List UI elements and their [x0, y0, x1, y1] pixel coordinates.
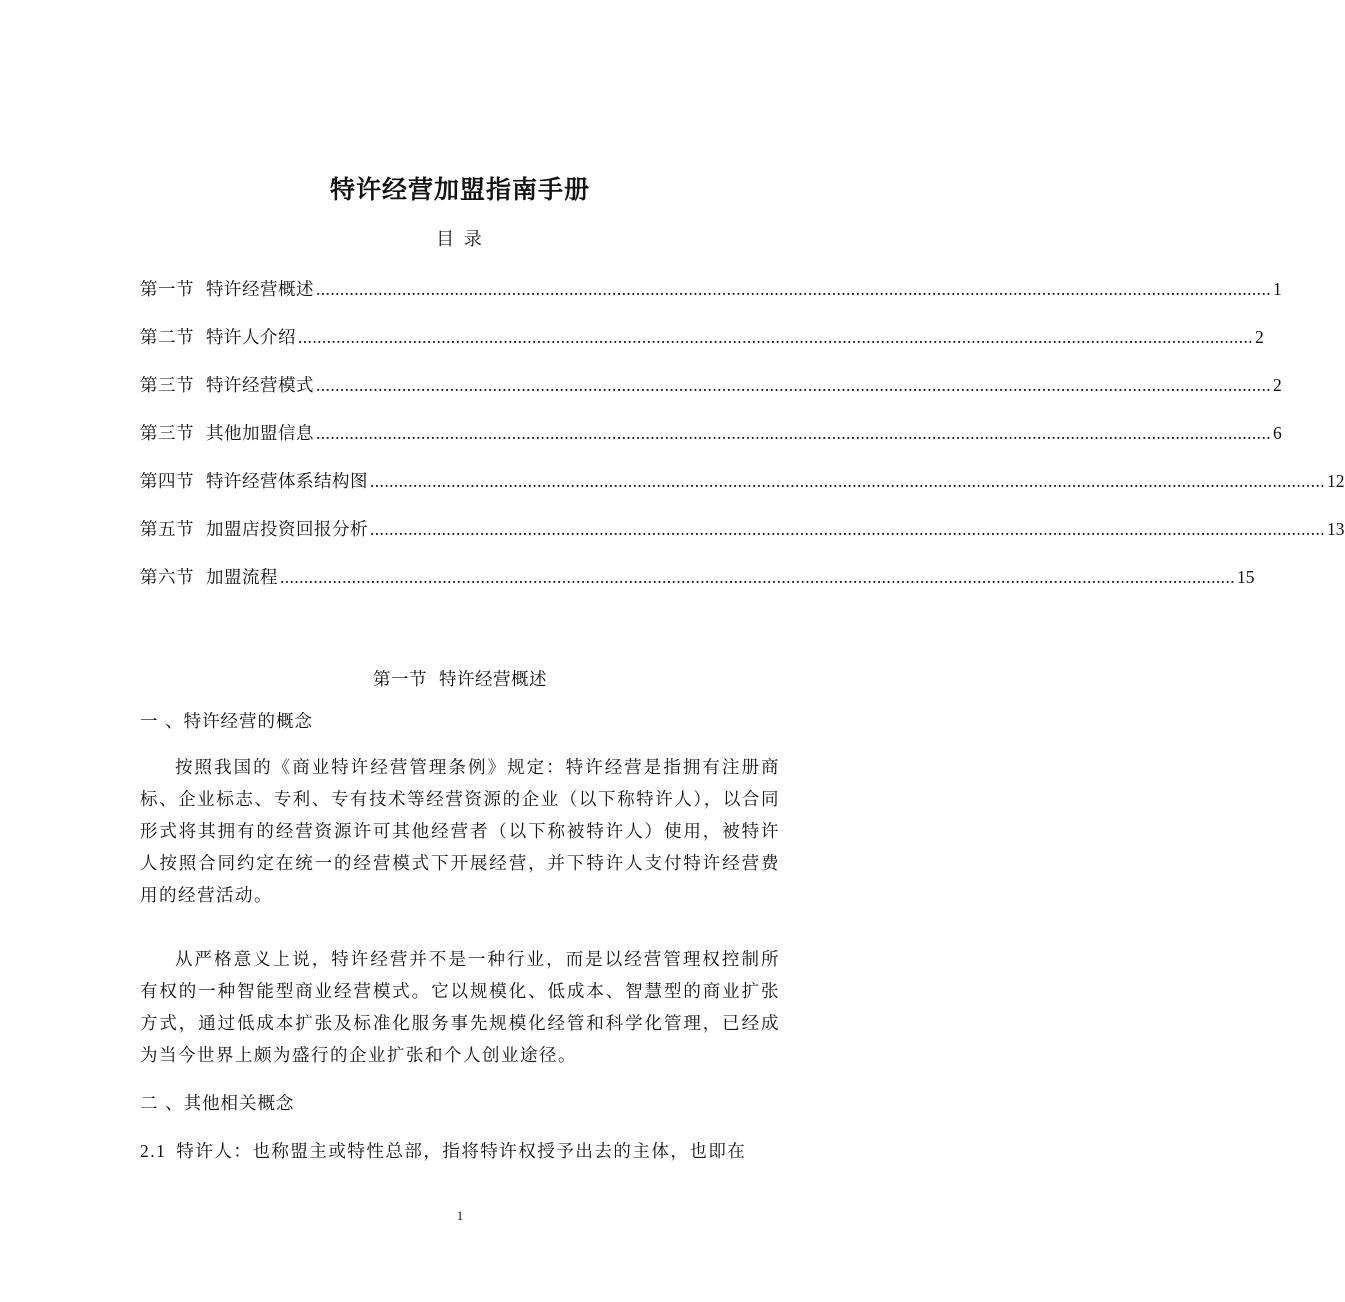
- definition-number: 2.1: [140, 1141, 167, 1161]
- definition-item: [140, 1138, 780, 1163]
- table-of-contents: [140, 276, 1345, 612]
- toc-entry-page: 13: [1327, 519, 1345, 539]
- subheading-concept: 一 、特许经营的概念: [140, 712, 314, 732]
- toc-entry-section: 第二节: [140, 328, 194, 348]
- toc-entry-label: [140, 276, 314, 301]
- paragraph-definition: 按照我国的《商业特许经营管理条例》规定：特许经营是指拥有注册商标、企业标志、专利、专有技术等经营资源的企业（以下称特许人），以合同形式将其拥有的经营资源许可其他经营者（以下称被特许人）使用，被特许人按照合同约定在统一的经营模式下开展经营，并下特许人支付特许经营费用的经营活动。: [140, 758, 780, 906]
- toc-entry-label: [140, 372, 314, 397]
- section-number: 第一节: [373, 670, 427, 690]
- toc-entry-label: [140, 564, 278, 589]
- toc-leader-dots: ........................................................................................................................................................................................................: [316, 423, 1271, 443]
- toc-entry-title: 特许人介绍: [206, 328, 296, 348]
- section-title: [0, 666, 920, 691]
- subheading-related-concepts: 二 、其他相关概念: [140, 1094, 295, 1114]
- toc-entry-label: [140, 516, 368, 541]
- toc-entry-label: [140, 468, 368, 493]
- toc-entry[interactable]: [140, 516, 1345, 564]
- toc-entry[interactable]: [140, 468, 1345, 516]
- page-number: 1: [456, 1208, 464, 1223]
- toc-entry[interactable]: [140, 372, 1282, 420]
- toc-entry[interactable]: [140, 324, 1264, 372]
- toc-entry-title: 其他加盟信息: [206, 424, 314, 444]
- toc-leader-dots: ........................................................................................................................................................................................................: [298, 327, 1253, 347]
- toc-entry-page: 6: [1273, 423, 1282, 443]
- toc-leader-dots: ........................................................................................................................................................................................................: [316, 279, 1271, 299]
- toc-entry-title: 加盟流程: [206, 568, 278, 588]
- toc-entry-section: 第四节: [140, 472, 194, 492]
- toc-leader-dots: ........................................................................................................................................................................................................: [370, 471, 1325, 491]
- toc-heading: 目 录: [436, 229, 484, 250]
- toc-entry-page: 1: [1273, 279, 1282, 299]
- toc-entry-title: 特许经营概述: [206, 280, 314, 300]
- toc-entry-page: 2: [1255, 327, 1264, 347]
- document-title: 特许经营加盟指南手册: [329, 175, 590, 204]
- section-label: 特许经营概述: [439, 670, 547, 690]
- toc-entry-label: [140, 420, 314, 445]
- toc-entry-section: 第六节: [140, 568, 194, 588]
- toc-entry[interactable]: [140, 420, 1282, 468]
- toc-entry-page: 15: [1237, 567, 1255, 587]
- toc-entry-section: 第五节: [140, 520, 194, 540]
- toc-entry-section: 第三节: [140, 424, 194, 444]
- toc-entry-section: 第三节: [140, 376, 194, 396]
- paragraph-significance: 从严格意义上说，特许经营并不是一种行业，而是以经营管理权控制所有权的一种智能型商业经营模式。它以规模化、低成本、智慧型的商业扩张方式，通过低成本扩张及标准化服务事先规模化经管和科学化管理，已经成为当今世界上颇为盛行的企业扩张和个人创业途径。: [140, 950, 780, 1066]
- toc-leader-dots: ........................................................................................................................................................................................................: [280, 567, 1235, 587]
- toc-entry-section: 第一节: [140, 280, 194, 300]
- toc-entry-title: 特许经营体系结构图: [206, 472, 368, 492]
- toc-entry[interactable]: [140, 276, 1282, 324]
- toc-leader-dots: ........................................................................................................................................................................................................: [316, 375, 1271, 395]
- toc-entry-title: 加盟店投资回报分析: [206, 520, 368, 540]
- toc-entry-page: 12: [1327, 471, 1345, 491]
- toc-entry-page: 2: [1273, 375, 1282, 395]
- definition-text: 特许人：也称盟主或特性总部，指将特许权授予出去的主体，也即在: [176, 1142, 747, 1162]
- toc-entry[interactable]: [140, 564, 1255, 612]
- toc-leader-dots: ........................................................................................................................................................................................................: [370, 519, 1325, 539]
- toc-entry-title: 特许经营模式: [206, 376, 314, 396]
- toc-entry-label: [140, 324, 296, 349]
